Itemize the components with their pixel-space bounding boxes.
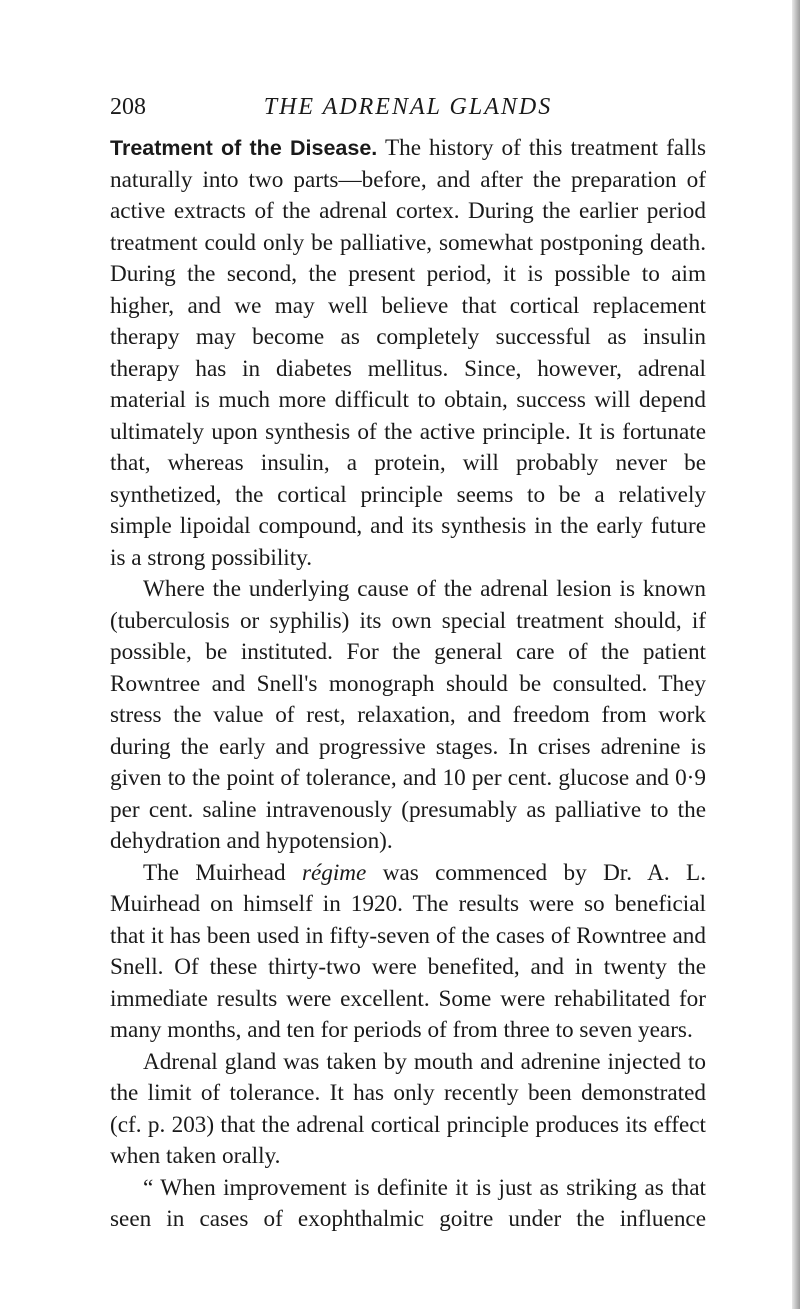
running-title: THE ADRENAL GLANDS	[263, 94, 553, 120]
page-edge-shadow	[792, 0, 800, 1309]
paragraph-quotation	[110, 1173, 706, 1236]
italic-term-regime: régime	[301, 859, 367, 886]
paragraph-muirhead-regime	[110, 858, 706, 1047]
page-number: 208	[110, 94, 146, 120]
paragraph-text: Where the underlying cause of the adrenal lesion is known (tuberculosis or syphilis) its own special treatment should, if possible, be instituted. For the general care of the patient Rowntree and Snell's monograph should be consulted. They stress the value of rest, relaxation, and freedom from work during the early and progressive stages. In crises adrenine is given to the point of tolerance, and 10 per cent. glucose and 0·9 per cent. saline intravenously (presumably as palliative to the dehydration and hypotension).	[110, 576, 706, 854]
paragraph-text: The history of this treatment falls naturally into two parts—before, and after the preparation of active extracts of the adrenal cortex. During the earlier period treatment could only be palliative, somewhat postponing death. During the second, the present period, it is possible to aim higher, and we may well believe that cortical replacement therapy may become as completely successful as insulin therapy has in diabetes mellitus. Since, however, adrenal material is much more difficult to obtain, success will depend ultimately upon synthesis of the active principle. It is fortunate that, whereas insulin, a protein, will probably never be synthetized, the cortical principle seems to be a relatively simple lipoidal compound, and its synthesis in the early future is a strong possibility.	[110, 135, 706, 571]
paragraph-text: Adrenal gland was taken by mouth and adrenine injected to the limit of tolerance. It has only recently been demonstrated (cf. p. 203) that the adrenal cortical principle produces its effect when taken orally.	[110, 1048, 706, 1169]
paragraph-text-start: The Muirhead	[143, 859, 286, 886]
paragraph-treatment-intro	[110, 133, 706, 574]
paragraph-adrenal-gland-oral	[110, 1047, 706, 1173]
paragraph-text-rest: was commenced by Dr. A. L. Muirhead on himself in 1920. The results were so beneficial that it has been used in fifty-seven of the cases of Rowntree and Snell. Of these thirty-two were benefited, and in twenty the immediate results were excellent. Some were rehabilitated for many months, and ten for periods of from three to seven years.	[110, 859, 707, 1043]
paragraph-text: “ When improvement is definite it is just as striking as that seen in cases of exophthalmic goitre under the influence	[110, 1174, 706, 1232]
body-text	[110, 133, 706, 1236]
running-header	[110, 92, 706, 122]
paragraph-underlying-cause	[110, 574, 706, 858]
section-heading: Treatment of the Disease.	[110, 136, 378, 160]
